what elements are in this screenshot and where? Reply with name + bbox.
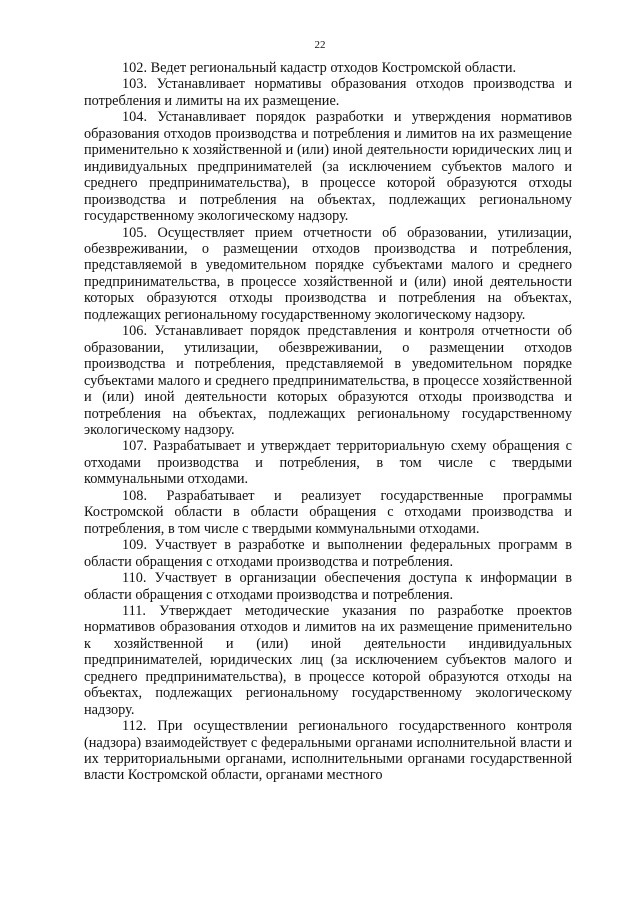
body-text — [84, 60, 572, 784]
paragraph-111: 111. Утверждает методические указания по разработке проектов нормативов образования отходов и лимитов на их размещение применительно к хозяйственной и (или) иной деятельности индивидуальных предпринимателей, юридических лиц (за исключением субъектов малого и среднего предпринимательства), в процессе которой образуются отходы на объектах, подлежащих региональному государственному экологическому надзору. — [84, 602, 572, 718]
paragraph-110: 110. Участвует в организации обеспечения доступа к информации в области обращения с отходами производства и потребления. — [84, 570, 572, 603]
paragraph-107: 107. Разрабатывает и утверждает территориальную схему обращения с отходами производства и потребления, в том числе с твердыми коммунальными отходами. — [84, 438, 572, 488]
paragraph-112: 112. При осуществлении регионального государственного контроля (надзора) взаимодействует с федеральными органами исполнительной власти и их территориальными органами, исполнительными органами государственной власти Костромской области, органами местного — [84, 718, 572, 784]
page-number: 22 — [314, 39, 326, 51]
paragraph-106: 106. Устанавливает порядок представления и контроля отчетности об образовании, утилизации, обезвреживании, о размещении отходов производства и потребления, представляемой в уведомительном порядке субъектами малого и среднего предпринимательства, в процессе хозяйственной и (или) иной деятельности которых образуются отходы производства и потребления на объектах, подлежащих региональному государственному экологическому надзору. — [84, 323, 572, 438]
paragraph-104: 104. Устанавливает порядок разработки и утверждения нормативов образования отходов производства и потребления и лимитов на их размещение применительно к хозяйственной и (или) иной деятельности юридических лиц и индивидуальных предпринимателей (за исключением субъектов малого и среднего предпринимательства), в процессе которой образуются отходы производства и потребления на объектах, подлежащих региональному государственному экологическому надзору. — [84, 109, 572, 225]
paragraph-102: 102. Ведет региональный кадастр отходов Костромской области. — [122, 60, 517, 76]
paragraph-105: 105. Осуществляет прием отчетности об образовании, утилизации, обезвреживании, о размещении отходов производства и потребления, представляемой в уведомительном порядке субъектами малого и среднего предпринимательства, в процессе хозяйственной и (или) иной деятельности которых образуются отходы производства и потребления на объектах, подлежащих региональному государственному экологическому надзору. — [84, 224, 572, 323]
paragraph-108: 108. Разрабатывает и реализует государственные программы Костромской области в области обращения с отходами производства и потребления, в том числе с твердыми коммунальными отходами. — [84, 487, 572, 537]
paragraph-109: 109. Участвует в разработке и выполнении федеральных программ в области обращения с отходами производства и потребления. — [84, 537, 572, 570]
paragraph-103: 103. Устанавливает нормативы образования отходов производства и потребления и лимиты на их размещение. — [84, 76, 572, 109]
